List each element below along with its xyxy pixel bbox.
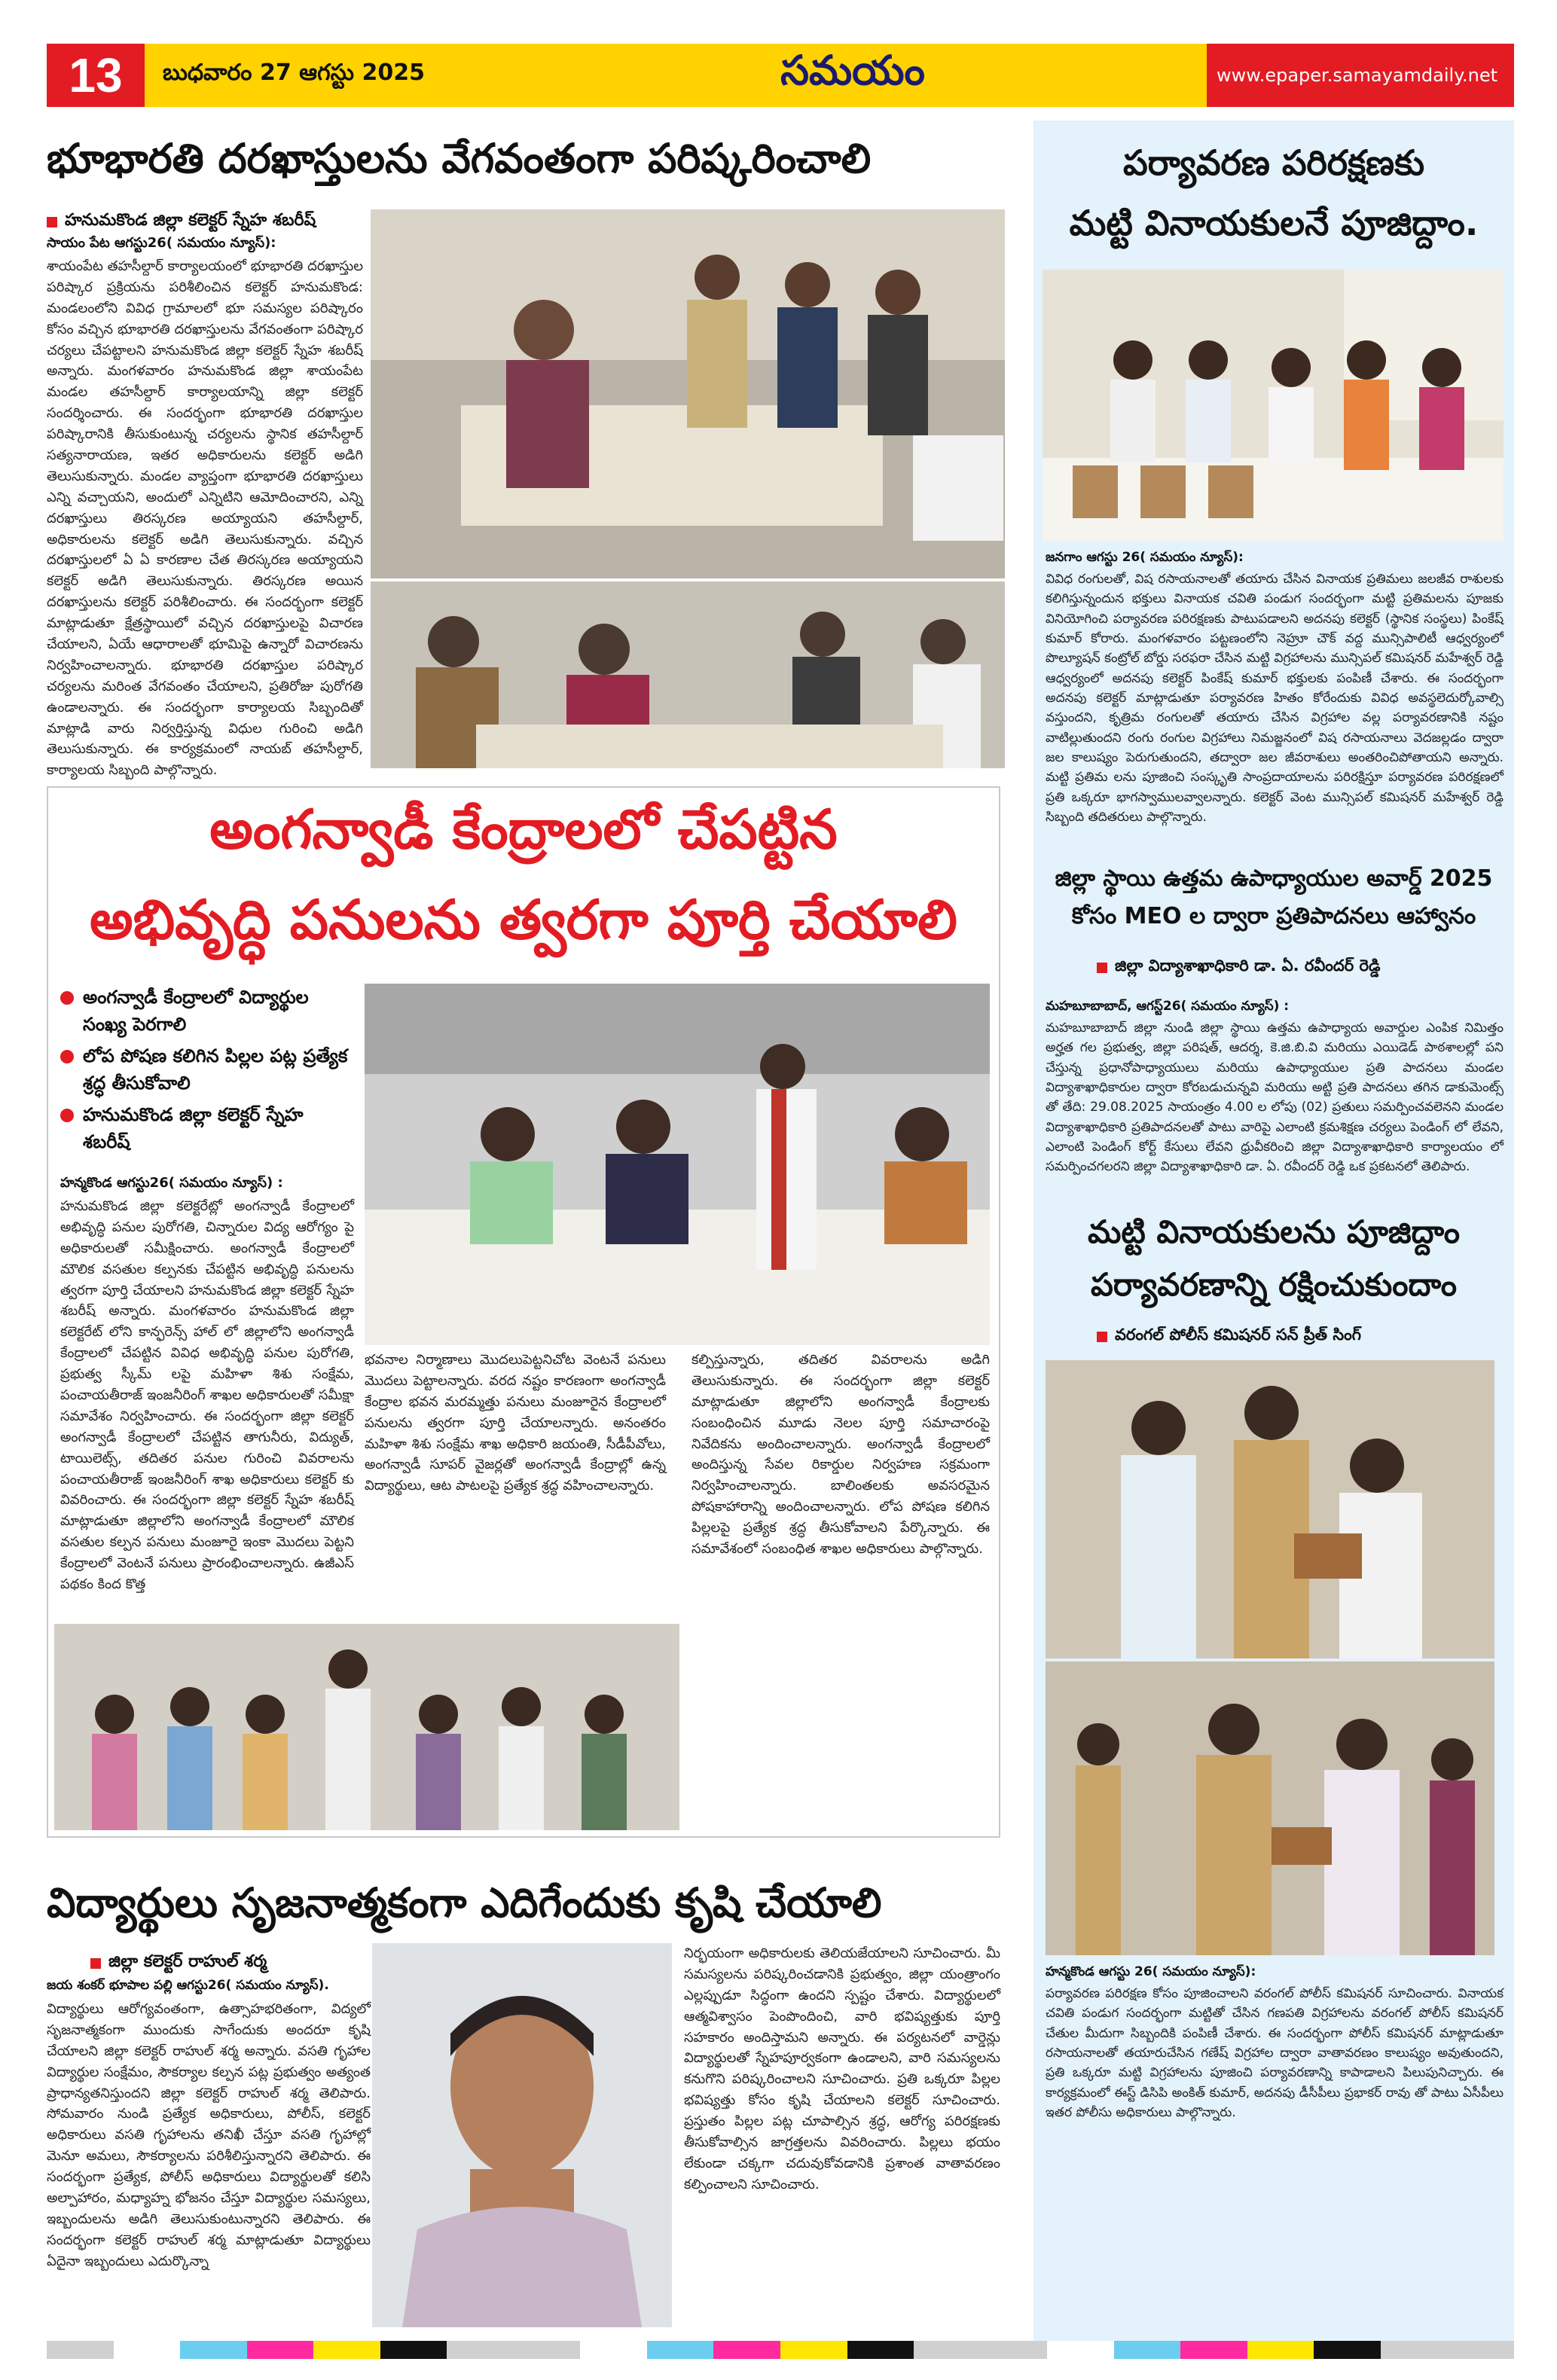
env-photo — [1043, 270, 1504, 541]
article2-dateline: హన్మకొండ ఆగస్టు26( సమయం న్యూస్) : — [60, 1175, 283, 1191]
clay-photo-top — [1046, 1360, 1494, 1658]
env-body: వివిధ రంగులతో, విష రసాయనాలతో తయారు చేసిన వినాయక ప్రతిమలు జలజీవ రాశులకు కలిగిస్తున్నందున భక్తులు వినాయక చవితి పండుగ సందర్భంగా మట్టి ప్రతిమలను పూజకు వినియోగించి పర్యావరణ పరిరక్షణకు పాటుపడాలని అదనపు కలెక్టర్ (స్థానిక సంస్థలు) పింకేష్ కుమార్ కోరారు. మంగళవారం పట్టణంలోని నెహ్రూ చౌక్ వద్ద మున్సిపాలిటీ ఆధ్వర్యంలో పొల్యూషన్ కంట్రోల్ బోర్డు సరఫరా చేసిన మట్టి విగ్రహాలను మున్సిపల్ కమిషనర్ మహేశ్వర్ రెడ్డి ఆధ్వర్యంలో అదనపు కలెక్టర్ పింకేష్ కుమార్ భక్తులకు పంపిణీ చేశారు. ఈ సందర్భంగా అదనపు కలెక్టర్ మాట్లాడుతూ పర్యావరణ హితం కోరేందుకు వివిధ అవస్థలెదుర్కోవాల్సి వస్తుందని, కృత్రిమ రంగులతో తయారు చేసిన విగ్రహాల వల్ల పర్యావరణానికి నష్టం వాటిల్లుతుందని రంగు రంగుల విగ్రహాలు నిమజ్జనంలో విష రసాయనాలు వెదజల్లడం ద్వారా జల కాలుష్యం పెరుగుతుందని, తద్వారా జల జీవరాశులు అంతరించిపోతాయని అన్నారు. మట్టి ప్రతిమ లను పూజించి సంస్కృతి సాంప్రదాయాలను పరిరక్షిస్తూ పర్యావరణ పరిరక్షణలో ప్రతి ఒక్కరూ భాగస్వాములవ్వాలన్నారు. కలెక్టర్ వెంట మున్సిపల్ కమిషనర్ మహేశ్వర్ రెడ్డి సిబ్బంది తదితరులు పాల్గొన్నారు. — [1046, 572, 1504, 825]
bullet-dot-icon — [60, 1109, 74, 1122]
clay-headline-line2: పర్యావరణాన్ని రక్షించుకుందాం — [1090, 1266, 1458, 1303]
article2-highlight-item — [60, 1101, 354, 1155]
clay-headline-line1: మట్టి వినాయకులను పూజిద్దాం — [1087, 1213, 1461, 1250]
award-dateline: మహబూబాబాద్, ఆగస్ట్26( సమయం న్యూస్) : — [1046, 999, 1290, 1014]
bullet-square-icon — [1097, 963, 1107, 973]
clay-dateline: హన్మకొండ ఆగస్టు 26( సమయం న్యూస్): — [1046, 1964, 1256, 1979]
article2-highlight-text: లోప పోషణ కలిగిన పిల్లల పట్ల ప్రత్యేక శ్రద్ధ తీసుకోవాలి — [83, 1045, 348, 1094]
clay-photo-bottom — [1046, 1661, 1494, 1955]
env-headline-line2: మట్టి వినాయకులనే పూజిద్దాం. — [1069, 203, 1479, 243]
award-body: మహబూబాబాద్ జిల్లా నుండి జిల్లా స్థాయి ఉత్తమ ఉపాధ్యాయ అవార్డుల ఎంపిక నిమిత్తం అర్హత గల ప్రభుత్వ, జిల్లా పరిషత్, ఆదర్శ, కె.జి.బి.వి మరియు ఎయిడెడ్ పాఠశాలల్లో పని చేస్తున్న ప్రధానోపాధ్యాయులు మరియు ఉపాధ్యాయుల ప్రతి పాదనలు మండల విద్యాశాఖాధికారుల ద్వారా కోరబడుచున్నవి మరియు అట్టి ప్రతి పాదనలు తగిన డాకుమెంట్స్ తో తేది: 29.08.2025 సాయంత్రం 4.00 ల లోపు (02) ప్రతులు సమర్పించవలెనని మండల విద్యాశాఖాధికారి ప్రతిపాదనలతో పాటు వారిపై ఎలాంటి క్రమశిక్షణ చర్యలు పెండింగ్ లో లేవని, ఎలాంటి పెండింగ్ కోర్ట్ కేసులు లేవని ధ్రువీకరించి జిల్లా విద్యాశాఖాధికారి కార్యాలయం లో సమర్పించగలరని జిల్లా విద్యాశాఖాధికారి డా. ఏ. రవీందర్ రెడ్డి ఒక ప్రకటనలో తెలిపారు. — [1046, 1021, 1504, 1175]
website-url[interactable]: www.epaper.samayamdaily.net — [1237, 59, 1508, 92]
article2-photo-top — [365, 984, 990, 1345]
article2-body-col2: భవనాల నిర్మాణాలు మొదలుపెట్టనిచోట వెంటనే పనులు మొదలు పెట్టాలన్నారు. వరద నష్టం కారణంగా అంగన్వాడీ కేంద్రాల భవన మరమ్మత్తు పనులు మంజూరైన కేంద్రాలలో పనులను త్వరగా పూర్తి చేయాలన్నారు. అనంతరం మహిళా శిశు సంక్షేమ శాఖ అధికారి జయంతి, సీడీపీవోలు, అంగన్వాడీ సూపర్ వైజర్లతో అంగన్వాడీ కేంద్రాల్లో ఉన్న విద్యార్థులు, ఆట పాటలపై ప్రత్యేక శ్రద్ధ వహించాలన్నారు. — [365, 1352, 666, 1494]
bullet-square-icon — [47, 217, 57, 227]
env-dateline: జనగాం ఆగస్టు 26( సమయం న్యూస్): — [1046, 550, 1244, 565]
article3-headline: విద్యార్థులు సృజనాత్మకంగా ఎదిగేందుకు కృషి చేయాలి — [47, 1879, 882, 1927]
masthead — [47, 44, 1514, 107]
bullet-dot-icon — [60, 991, 74, 1005]
article2-body-col1: హనుమకొండ జిల్లా కలెక్టరేట్లో అంగన్వాడీ కేంద్రాలలో అభివృద్ధి పనుల పురోగతి, చిన్నారుల విద్య ఆరోగ్యం పై అధికారులతో సమీక్షించారు. అంగన్వాడీ కేంద్రాలలో మౌలిక వసతుల కల్పనకు చేపట్టిన అభివృద్ధి పనులను త్వరగా పూర్తి చేయాలని హనుమకొండ జిల్లా కలెక్టర్ స్నేహ శబరీష్ అన్నారు. మంగళవారం హనుమకొండ జిల్లా కలెక్టరేట్ లోని కాన్ఫరెన్స్ హాల్ లో జిల్లాలోని అంగన్వాడీ కేంద్రాలలో చేపట్టిన వివిధ అభివృద్ధి పనుల పురోగతి, ప్రభుత్వ స్కీమ్ లపై మహిళా శిశు సంక్షేమ, పంచాయతీరాజ్ ఇంజనీరింగ్ శాఖల అధికారులతో సమీక్షా సమావేశం నిర్వహించారు. ఈ సందర్భంగా జిల్లా కలెక్టర్ అంగన్వాడీ కేంద్రాలలో చేపట్టిన తాగునీరు, విద్యుత్, టాయిలెట్స్, తదితర పనుల గురించి వివరాలను పంచాయతీరాజ్ ఇంజనీరింగ్ శాఖ అధికారులు కలెక్టర్ కు వివరించారు. ఈ సందర్భంగా జిల్లా కలెక్టర్ స్నేహ శబరీష్ మాట్లాడుతూ జిల్లాలోని అంగన్వాడీ కేంద్రాలలో మౌలిక వసతుల కల్పన పనులు మంజూరై ఇంకా మొదలు పెట్టని కేంద్రాలలో వెంటనే పనులు ప్రారంభించాలన్నారు. ఉజీఎస్ పథకం కింద కొత్త — [60, 1198, 354, 1593]
article3-dateline: జయ శంకర్ భూపాల పల్లి ఆగస్టు26( సమయం న్యూస్). — [47, 1978, 329, 1993]
article1-byline-text: హనుమకొండ జిల్లా కలెక్టర్ స్నేహ శబరీష్ — [65, 211, 316, 230]
article2-photo-bottom — [54, 1624, 679, 1830]
bullet-dot-icon — [60, 1050, 74, 1063]
masthead-date: బుధవారం 27 ఆగస్టు 2025 — [145, 44, 604, 107]
clay-byline — [1097, 1326, 1504, 1348]
bullet-square-icon — [1097, 1332, 1107, 1342]
article2-highlight-item — [60, 984, 354, 1038]
bullet-square-icon — [90, 1958, 101, 1969]
article2-highlight-item — [60, 1042, 354, 1097]
paper-name: సమయం — [780, 46, 925, 94]
article1-photo-top — [371, 209, 1005, 578]
article3-body-col1: విద్యార్థులు ఆరోగ్యవంతంగా, ఉత్సాహభరితంగా, విద్యలో సృజనాత్మకంగా ముందుకు సాగేందుకు అందరూ కృషి చేయాలని జిల్లా కలెక్టర్ రాహుల్ శర్మ అన్నారు. వసతి గృహాల విద్యార్థుల సంక్షేమం, సౌకర్యాల కల్పన పట్ల ప్రభుత్వం అత్యంత ప్రాధాన్యతనిస్తుందని జిల్లా కలెక్టర్ రాహుల్ శర్మ తెలిపారు. సోమవారం నుండి ప్రత్యేక అధికారులు, పోలీస్, కలెక్టర్ అధికారులు వసతి గృహాలను తనిఖీ చేస్తూ వసతి గృహాల్లో మెనూ అమలు, సౌకర్యాలను పరిశీలిస్తున్నారని తెలిపారు. ఈ సందర్భంగా ప్రత్యేక, పోలీస్ అధికారులు విద్యార్థులతో కలిసి అల్పాహారం, మధ్యాహ్న భోజనం చేస్తూ విద్యార్థుల సమస్యలు, ఇబ్బందులను అడిగి తెలుసుకుంటున్నారని తెలిపారు. ఈ సందర్భంగా కలెక్టర్ రాహుల్ శర్మ మాట్లాడుతూ విద్యార్థులు ఏదైనా ఇబ్బందులు ఎదుర్కొన్నా — [47, 2001, 371, 2269]
award-headline-line2: కోసం MEO ల ద్వారా ప్రతిపాదనలు ఆహ్వానం — [1071, 903, 1476, 929]
award-byline — [1097, 957, 1504, 979]
page-number: 13 — [47, 44, 145, 107]
article3-byline — [90, 1952, 377, 1975]
registration-bar — [47, 2341, 1514, 2359]
article1-byline — [47, 211, 371, 233]
clay-body: పర్యావరణ పరిరక్షణ కోసం పూజించాలని వరంగల్ పోలీస్ కమిషనర్ సూచించారు. వినాయక చవితి పండుగ సందర్భంగా మట్టితో చేసిన గణపతి విగ్రహాలను వరంగల్ పోలీస్ కమిషనర్ చేతుల మీదుగా సిబ్బందికి పంపిణీ చేశారు. ఈ సందర్భంగా పోలీస్ కమిషనర్ మాట్లాడుతూ రసాయనాలతో తయారుచేసిన గణేష్ విగ్రహాల ద్వారా వాతావరణం కాలుష్యం అవుతుందని, ప్రతి ఒక్కరూ మట్టి విగ్రహాలను పూజించి పర్యావరణాన్ని కాపాడాలని పిలుపునిచ్చారు. ఈ కార్యక్రమంలో ఈస్ట్ డిసిపి అంకిత్ కుమార్, అదనపు డీసీపీలు ప్రభాకర్ రావు తో పాటు ఏసీపీలు ఇతర పోలీసు అధికారులు పాల్గొన్నారు. — [1046, 1986, 1504, 2121]
article3-portrait — [372, 1943, 672, 2327]
article2-highlights — [60, 984, 354, 1172]
clay-byline-text: వరంగల్ పోలీస్ కమిషనర్ సన్ ప్రీత్ సింగ్ — [1115, 1326, 1361, 1344]
article2-headline-line2: అభివృద్ధి పనులను త్వరగా పూర్తి చేయాలి — [90, 888, 957, 951]
article3-byline-text: జిల్లా కలెక్టర్ రాహుల్ శర్మ — [108, 1952, 267, 1971]
article1-headline: భూభారతి దరఖాస్తులను వేగవంతంగా పరిష్కరించాలి — [47, 135, 872, 182]
article3-body-col2: నిర్భయంగా అధికారులకు తెలియజేయాలని సూచించారు. మీ సమస్యలను పరిష్కరించడానికి ప్రభుత్వం, జిల్లా యంత్రాంగం ఎల్లప్పుడూ సిద్ధంగా ఉందని స్పష్టం చేశారు. విద్యార్థులలో ఆత్మవిశ్వాసం పెంపొందించి, వారి భవిష్యత్తుకు పూర్తి సహకారం అందిస్తామని అన్నారు. ఈ పర్యటనలో వార్డెన్లు విద్యార్థులతో స్నేహపూర్వకంగా ఉండాలని, వారి సమస్యలను కనుగొని పరిష్కరించాలని సూచించారు. ప్రతి ఒక్కరూ పిల్లల భవిష్యత్తు కోసం కృషి చేయాలని కలెక్టర్ సూచించారు. ప్రస్తుతం పిల్లల పట్ల చూపాల్సిన శ్రద్ధ, ఆరోగ్య పరిరక్షణకు తీసుకోవాల్సిన జాగ్రత్తలను వివరించారు. పిల్లలు భయం లేకుండా చక్కగా చదువుకోవడానికి ప్రశాంత వాతావరణం కల్పించాలని సూచించారు. — [684, 1945, 1000, 2192]
article1-dateline: సాయం పేట ఆగస్టు26( సమయం న్యూస్): — [47, 235, 276, 251]
award-byline-text: జిల్లా విద్యాశాఖాధికారి డా. ఏ. రవీందర్ రెడ్డి — [1115, 957, 1381, 975]
article2-highlight-text: అంగన్వాడీ కేంద్రాలలో విద్యార్థుల సంఖ్య పెరగాలి — [83, 987, 309, 1035]
award-headline-line1: జిల్లా స్థాయి ఉత్తమ ఉపాధ్యాయుల అవార్డ్ 2025 — [1055, 865, 1493, 892]
article2-headline-line1: అంగన్వాడీ కేంద్రాలలో చేపట్టిన — [209, 798, 838, 861]
article1-body: శాయంపేట తహసీల్దార్ కార్యాలయంలో భూభారతి దరఖాస్తుల పరిష్కార ప్రక్రియను పరిశీలించిన కలెక్టర్ హనుమకొండ: మండలంలోని వివిధ గ్రామాలలో భూ సమస్యల పరిష్కారం కోసం వచ్చిన భూభారతి దరఖాస్తులను వేగవంతంగా పరిష్కార చర్యలు చేపట్టాలని హనుమకొండ జిల్లా కలెక్టర్ స్నేహ శబరీష్ అన్నారు. మంగళవారం హనుమకొండ జిల్లా శాయంపేట మండల తహసీల్దార్ కార్యాలయాన్ని జిల్లా కలెక్టర్ సందర్శించారు. ఈ సందర్భంగా భూభారతి దరఖాస్తుల పరిష్కారానికి తీసుకుంటున్న చర్యలను స్థానిక తహసీల్దార్ సత్యనారాయణ, ఇతర అధికారులను కలెక్టర్ అడిగి తెలుసుకున్నారు. మండల వ్యాప్తంగా భూభారతి దరఖాస్తులు ఎన్ని వచ్చాయని, అందులో ఎన్నిటిని ఆమోదించారని, ఎన్ని దరఖాస్తులు తిరస్కరణ అయ్యాయని తహసీల్దార్, అధికారులను కలెక్టర్ అడిగి తెలుసుకున్నారు. వచ్చిన దరఖాస్తులలో ఏ ఏ కారణాల చేత తిరస్కరణ అయ్యాయని కలెక్టర్ అడిగి తెలుసుకున్నారు. తిరస్కరణ అయిన దరఖాస్తులను కలెక్టర్ పరిశీలించారు. ఈ సందర్భంగా కలెక్టర్ మాట్లాడుతూ క్షేత్రస్థాయిలో వచ్చిన దరఖాస్తులపై విచారణ చేయాలని, ఏయే ఆధారాలతో భూమిపై ఉన్నారో విచారణను నిర్వహించాలన్నారు. భూభారతి దరఖాస్తుల పరిష్కార చర్యలను మరింత వేగవంతం చేయాలని, ప్రతిరోజు పురోగతి ఉండాలన్నారు. ఈ సందర్భంగా కార్యాలయ సిబ్బందితో మాట్లాడి వారు నిర్వర్తిస్తున్న విధుల గురించి అడిగి తెలుసుకున్నారు. ఈ కార్యక్రమంలో నాయబ్ తహసీల్దార్, కార్యాలయ సిబ్బంది పాల్గొన్నారు. — [47, 258, 363, 779]
env-headline-line1: పర్యావరణ పరిరక్షణకు — [1122, 142, 1425, 183]
article1-photo-bottom — [371, 581, 1005, 768]
article2-highlight-text: హనుమకొండ జిల్లా కలెక్టర్ స్నేహ శబరీష్ — [83, 1104, 304, 1152]
article2-body-col3: కల్పిస్తున్నారు, తదితర వివరాలను అడిగి తెలుసుకున్నారు. ఈ సందర్భంగా జిల్లా కలెక్టర్ మాట్లాడుతూ జిల్లాలోని అంగన్వాడీ కేంద్రాలకు సంబంధించిన మూడు నెలల పూర్తి సమాచారంపై నివేదికను అందించాలన్నారు. అంగన్వాడీ కేంద్రాలలో అందిస్తున్న సేవల రికార్డుల నిర్వహణ సక్రమంగా నిర్వహించాలన్నారు. బాలింతలకు అవసరమైన పోషకాహారాన్ని అందించాలన్నారు. లోప పోషణ కలిగిన పిల్లలపై ప్రత్యేక శ్రద్ధ తీసుకోవాలని పేర్కొన్నారు. ఈ సమావేశంలో సంబంధిత శాఖల అధికారులు పాల్గొన్నారు. — [691, 1352, 990, 1558]
